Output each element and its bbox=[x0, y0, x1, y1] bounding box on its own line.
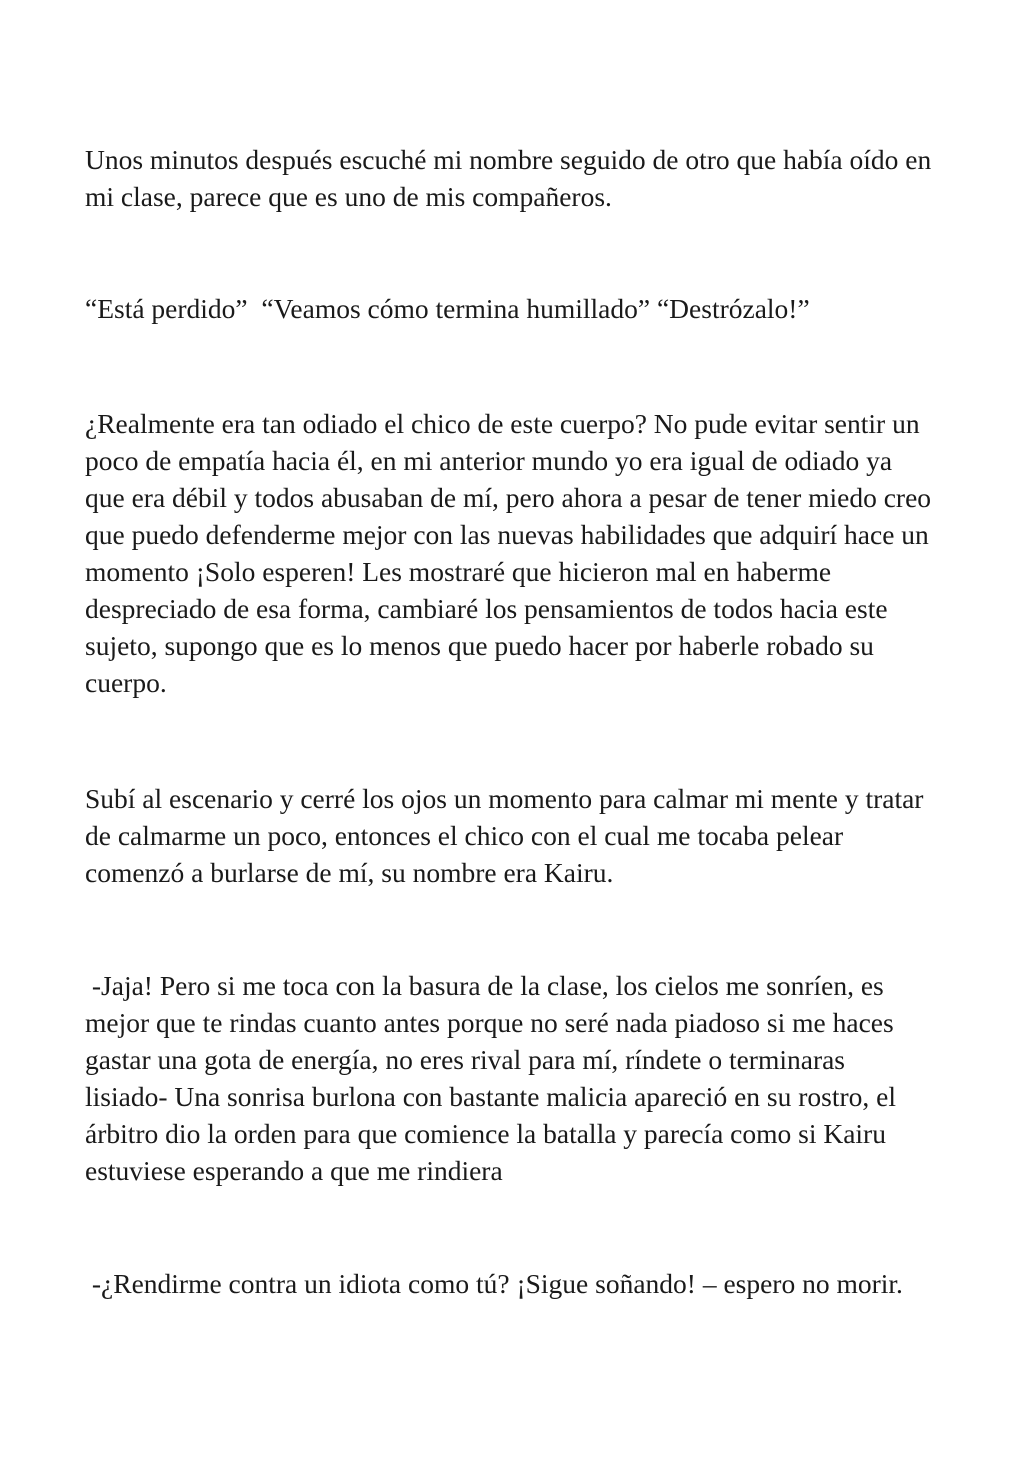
text-line: -¿Rendirme contra un idiota como tú? ¡Sigue soñando! – espero no morir. bbox=[85, 1268, 903, 1299]
text-line: comenzó a burlarse de mí, su nombre era Kairu. bbox=[85, 857, 614, 888]
paragraph-2 bbox=[85, 290, 960, 327]
text-line: despreciado de esa forma, cambiaré los pensamientos de todos hacia este bbox=[85, 593, 888, 624]
text-line: sujeto, supongo que es lo menos que puedo hacer por haberle robado su bbox=[85, 630, 874, 661]
text-line: poco de empatía hacia él, en mi anterior mundo yo era igual de odiado ya bbox=[85, 445, 893, 476]
paragraph-5 bbox=[85, 967, 960, 1189]
text-line: -Jaja! Pero si me toca con la basura de la clase, los cielos me sonríen, es bbox=[85, 970, 884, 1001]
text-line: mejor que te rindas cuanto antes porque no seré nada piadoso si me haces bbox=[85, 1007, 894, 1038]
paragraph-3 bbox=[85, 405, 960, 701]
text-line: que puedo defenderme mejor con las nuevas habilidades que adquirí hace un bbox=[85, 519, 929, 550]
text-line: cuerpo. bbox=[85, 667, 167, 698]
text-line: de calmarme un poco, entonces el chico con el cual me tocaba pelear bbox=[85, 820, 844, 851]
text-line: gastar una gota de energía, no eres rival para mí, ríndete o terminaras bbox=[85, 1044, 846, 1075]
text-line: ¿Realmente era tan odiado el chico de este cuerpo? No pude evitar sentir un bbox=[85, 408, 920, 439]
text-line: momento ¡Solo esperen! Les mostraré que hicieron mal en haberme bbox=[85, 556, 832, 587]
text-line: mi clase, parece que es uno de mis compañeros. bbox=[85, 181, 612, 212]
paragraph-1 bbox=[85, 141, 960, 215]
text-line: “Está perdido” “Veamos cómo termina humillado” “Destrózalo!” bbox=[85, 293, 810, 324]
text-line: Unos minutos después escuché mi nombre seguido de otro que había oído en bbox=[85, 144, 932, 175]
paragraph-4 bbox=[85, 780, 960, 891]
text-line: lisiado- Una sonrisa burlona con bastante malicia apareció en su rostro, el bbox=[85, 1081, 896, 1112]
text-line: árbitro dio la orden para que comience la batalla y parecía como si Kairu bbox=[85, 1118, 886, 1149]
text-line: estuviese esperando a que me rindiera bbox=[85, 1155, 503, 1186]
text-line: Subí al escenario y cerré los ojos un momento para calmar mi mente y tratar bbox=[85, 783, 924, 814]
paragraph-6 bbox=[85, 1265, 960, 1302]
text-line: que era débil y todos abusaban de mí, pero ahora a pesar de tener miedo creo bbox=[85, 482, 932, 513]
